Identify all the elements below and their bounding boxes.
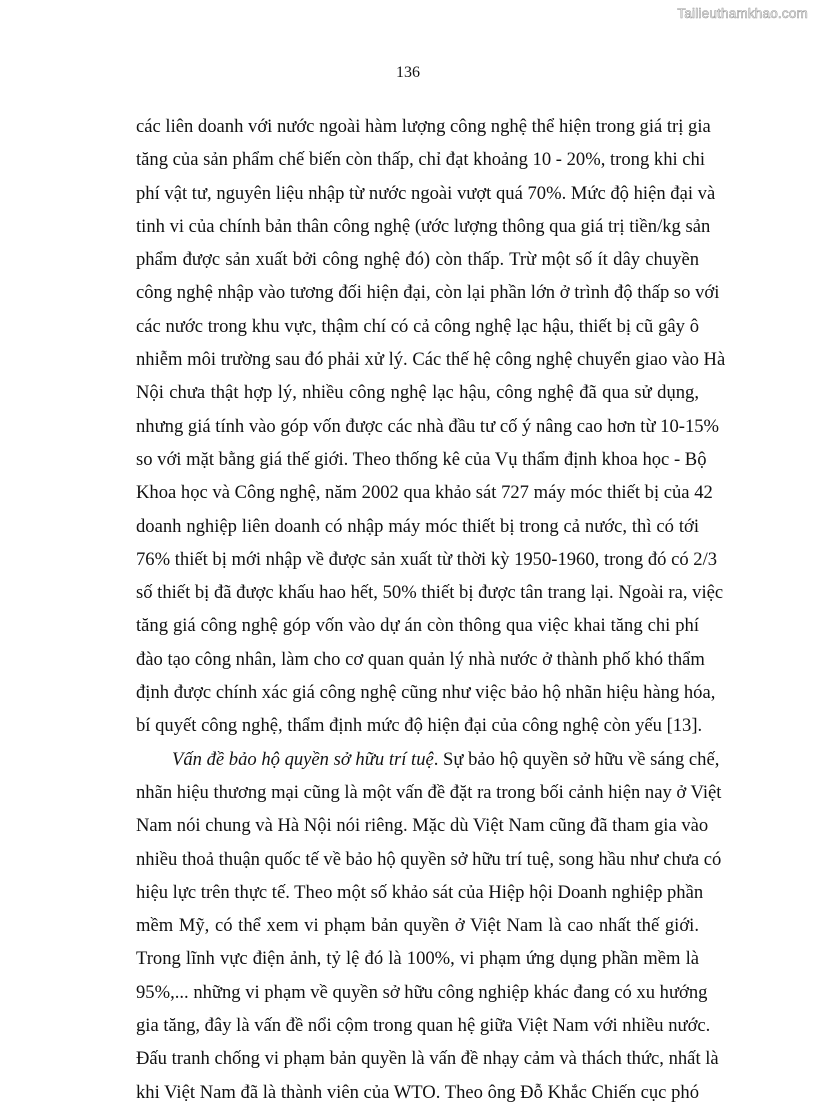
text-line: Nam nói chung và Hà Nội nói riêng. Mặc dù Việt Nam cũng đã tham gia vào <box>136 815 709 837</box>
text-line: khi Việt Nam đã là thành viên của WTO. Theo ông Đỗ Khắc Chiến cục phó <box>136 1081 699 1103</box>
text-line: 95%,... những vi phạm về quyền sở hữu công nghiệp khác đang có xu hướng <box>136 981 708 1003</box>
text-line: nhiều thoả thuận quốc tế về bảo hộ quyền sở hữu trí tuệ, song hầu như chưa có <box>136 848 722 870</box>
text-line: Khoa học và Công nghệ, năm 2002 qua khảo sát 727 máy móc thiết bị của 42 <box>136 482 713 504</box>
text-line: so với mặt bằng giá thế giới. Theo thống kê của Vụ thẩm định khoa học - Bộ <box>136 448 707 470</box>
text-line: các nước trong khu vực, thậm chí có cả công nghệ lạc hậu, thiết bị cũ gây ô <box>136 315 699 337</box>
page-number: 136 <box>396 64 420 81</box>
text-line: các liên doanh với nước ngoài hàm lượng công nghệ thể hiện trong giá trị gia <box>136 116 711 137</box>
text-line: tăng giá công nghệ góp vốn vào dự án còn thông qua việc khai tăng chi phí <box>136 615 699 637</box>
text-line: gia tăng, đây là vấn đề nổi cộm trong quan hệ giữa Việt Nam với nhiều nước. <box>136 1015 711 1037</box>
paragraph-1 <box>136 110 726 743</box>
text-line: doanh nghiệp liên doanh có nhập máy móc thiết bị trong cả nước, thì có tới <box>136 515 699 537</box>
text-line: Trong lĩnh vực điện ảnh, tỷ lệ đó là 100%, vi phạm ứng dụng phần mềm là <box>136 948 699 970</box>
text-line: nhưng giá tính vào góp vốn được các nhà đầu tư cố ý nâng cao hơn từ 10-15% <box>136 415 720 437</box>
paragraph-2 <box>136 743 722 1109</box>
text-line: tinh vi của chính bản thân công nghệ (ước lượng thông qua giá trị tiền/kg sản <box>136 215 711 237</box>
body-text <box>136 110 726 1109</box>
text-line: số thiết bị đã được khấu hao hết, 50% thiết bị được tân trang lại. Ngoài ra, việc <box>136 582 724 604</box>
text-line: 76% thiết bị mới nhập về được sản xuất từ thời kỳ 1950-1960, trong đó có 2/3 <box>136 548 718 570</box>
text-line: hiệu lực trên thực tế. Theo một số khảo sát của Hiệp hội Doanh nghiệp phần <box>136 881 704 903</box>
text-line: công nghệ nhập vào tương đối hiện đại, còn lại phần lớn ở trình độ thấp so với <box>136 282 720 304</box>
italic-heading: Vấn đề bảo hộ quyền sở hữu trí tuệ <box>172 748 434 770</box>
text-line: Đấu tranh chống vi phạm bản quyền là vấn đề nhạy cảm và thách thức, nhất là <box>136 1048 719 1070</box>
text-line: bí quyết công nghệ, thẩm định mức độ hiện đại của công nghệ còn yếu [13]. <box>136 715 703 737</box>
text-line: nhiễm môi trường sau đó phải xử lý. Các thế hệ công nghệ chuyển giao vào Hà <box>136 349 726 371</box>
paragraph-2-first-line <box>136 743 720 776</box>
text-line: nhãn hiệu thương mại cũng là một vấn đề đặt ra trong bối cảnh hiện nay ở Việt <box>136 781 722 803</box>
text-line: định được chính xác giá công nghệ cũng như việc bảo hộ nhãn hiệu hàng hóa, <box>136 682 716 704</box>
text-line: mềm Mỹ, có thể xem vi phạm bản quyền ở Việt Nam là cao nhất thế giới. <box>136 915 699 937</box>
text-line: tăng của sản phẩm chế biến còn thấp, chỉ đạt khoảng 10 - 20%, trong khi chi <box>136 149 706 171</box>
text-line: đào tạo công nhân, làm cho cơ quan quản lý nhà nước ở thành phố khó thẩm <box>136 648 705 670</box>
text-line: Nội chưa thật hợp lý, nhiều công nghệ lạc hậu, công nghệ đã qua sử dụng, <box>136 382 699 404</box>
first-line-rest: . Sự bảo hộ quyền sở hữu về sáng chế, <box>433 748 720 770</box>
text-line: phí vật tư, nguyên liệu nhập từ nước ngoài vượt quá 70%. Mức độ hiện đại và <box>136 182 716 204</box>
watermark: Tailieuthamkhao.com <box>677 6 808 21</box>
text-line: phẩm được sản xuất bởi công nghệ đó) còn thấp. Trừ một số ít dây chuyền <box>136 249 699 271</box>
